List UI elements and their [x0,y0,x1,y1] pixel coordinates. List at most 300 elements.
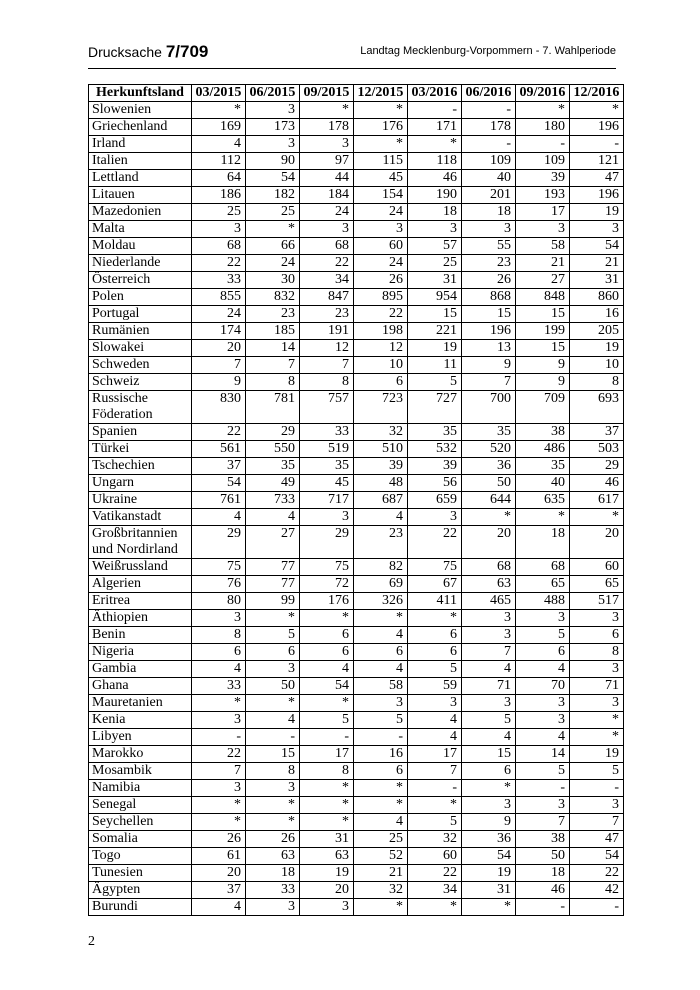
value-cell: 26 [354,272,408,289]
value-cell: 3 [516,695,570,712]
value-cell: 895 [354,289,408,306]
value-cell: 9 [516,374,570,391]
value-cell: 49 [246,475,300,492]
country-cell: Benin [89,627,192,644]
value-cell: 617 [570,492,624,509]
value-cell: 50 [246,678,300,695]
value-cell: 4 [192,136,246,153]
value-cell: 3 [462,695,516,712]
table-row [89,848,624,865]
table-row [89,492,624,509]
parliament-label: Landtag Mecklenburg-Vorpommern - 7. Wahlperiode [360,45,616,57]
value-cell: 69 [354,576,408,593]
value-cell: 847 [300,289,354,306]
value-cell: 52 [354,848,408,865]
table-row [89,661,624,678]
value-cell: 196 [462,323,516,340]
document-number: 7/709 [165,42,209,61]
table-row [89,441,624,458]
value-cell: 33 [192,272,246,289]
value-cell: 4 [192,509,246,526]
country-cell: Weißrussland [89,559,192,576]
value-cell: 4 [354,509,408,526]
value-cell: * [246,814,300,831]
value-cell: * [516,102,570,119]
column-header-period: 03/2016 [408,85,462,102]
value-cell: 6 [408,644,462,661]
value-cell: 8 [246,374,300,391]
value-cell: - [192,729,246,746]
value-cell: 3 [462,610,516,627]
value-cell: 180 [516,119,570,136]
value-cell: 24 [354,204,408,221]
value-cell: 4 [516,729,570,746]
value-cell: 3 [408,509,462,526]
value-cell: - [516,136,570,153]
value-cell: * [570,729,624,746]
value-cell: 22 [570,865,624,882]
value-cell: 38 [516,831,570,848]
country-cell: Marokko [89,746,192,763]
value-cell: 193 [516,187,570,204]
value-cell: 112 [192,153,246,170]
value-cell: 3 [300,899,354,916]
value-cell: 198 [354,323,408,340]
value-cell: 6 [246,644,300,661]
value-cell: 19 [570,204,624,221]
value-cell: 486 [516,441,570,458]
value-cell: * [570,509,624,526]
value-cell: 18 [516,526,570,559]
value-cell: - [570,899,624,916]
table-row [89,526,624,559]
value-cell: 954 [408,289,462,306]
value-cell: 184 [300,187,354,204]
value-cell: 7 [570,814,624,831]
country-cell: Ägypten [89,882,192,899]
value-cell: 3 [516,797,570,814]
country-cell: Tschechien [89,458,192,475]
value-cell: 20 [570,526,624,559]
country-cell: Äthiopien [89,610,192,627]
value-cell: 7 [300,357,354,374]
value-cell: * [462,780,516,797]
country-cell: Somalia [89,831,192,848]
table-row [89,576,624,593]
value-cell: 723 [354,391,408,424]
value-cell: 3 [300,136,354,153]
value-cell: 58 [516,238,570,255]
value-cell: 3 [570,221,624,238]
table-row [89,153,624,170]
value-cell: 4 [516,661,570,678]
value-cell: 830 [192,391,246,424]
value-cell: 26 [192,831,246,848]
country-cell: Spanien [89,424,192,441]
value-cell: 693 [570,391,624,424]
value-cell: 68 [192,238,246,255]
value-cell: 22 [354,306,408,323]
value-cell: 64 [192,170,246,187]
table-row [89,593,624,610]
value-cell: 6 [192,644,246,661]
value-cell: 19 [570,746,624,763]
value-cell: 19 [570,340,624,357]
value-cell: 12 [300,340,354,357]
value-cell: 10 [570,357,624,374]
value-cell: 42 [570,882,624,899]
value-cell: 3 [246,661,300,678]
value-cell: 70 [516,678,570,695]
value-cell: 23 [354,526,408,559]
country-cell: Libyen [89,729,192,746]
value-cell: 72 [300,576,354,593]
value-cell: 54 [192,475,246,492]
value-cell: 11 [408,357,462,374]
value-cell: 54 [570,848,624,865]
value-cell: 5 [570,763,624,780]
table-row [89,797,624,814]
value-cell: 510 [354,441,408,458]
value-cell: 15 [462,306,516,323]
value-cell: 22 [192,424,246,441]
table-row [89,746,624,763]
value-cell: 80 [192,593,246,610]
value-cell: 47 [570,831,624,848]
value-cell: * [192,695,246,712]
value-cell: 76 [192,576,246,593]
value-cell: 7 [516,814,570,831]
table-row [89,458,624,475]
value-cell: 7 [246,357,300,374]
table-row [89,424,624,441]
value-cell: 40 [516,475,570,492]
value-cell: 54 [462,848,516,865]
value-cell: 46 [408,170,462,187]
value-cell: 14 [516,746,570,763]
value-cell: 15 [516,340,570,357]
value-cell: 4 [408,712,462,729]
value-cell: 36 [462,831,516,848]
value-cell: 13 [462,340,516,357]
value-cell: 18 [246,865,300,882]
table-row [89,187,624,204]
value-cell: 29 [570,458,624,475]
value-cell: 16 [354,746,408,763]
country-cell: Mosambik [89,763,192,780]
value-cell: 4 [192,661,246,678]
value-cell: * [354,780,408,797]
country-cell: Togo [89,848,192,865]
table-header-row [89,85,624,102]
value-cell: 3 [516,610,570,627]
value-cell: * [354,610,408,627]
value-cell: * [300,610,354,627]
value-cell: 35 [462,424,516,441]
value-cell: 21 [516,255,570,272]
value-cell: 3 [570,610,624,627]
value-cell: 54 [570,238,624,255]
value-cell: 29 [300,526,354,559]
value-cell: 3 [462,627,516,644]
table-row [89,289,624,306]
country-cell: Kenia [89,712,192,729]
table-row [89,780,624,797]
value-cell: 5 [516,627,570,644]
value-cell: 757 [300,391,354,424]
value-cell: 30 [246,272,300,289]
value-cell: 855 [192,289,246,306]
value-cell: 22 [408,526,462,559]
table-row [89,119,624,136]
value-cell: 503 [570,441,624,458]
country-cell: Ghana [89,678,192,695]
value-cell: 717 [300,492,354,509]
value-cell: 47 [570,170,624,187]
value-cell: 644 [462,492,516,509]
value-cell: * [570,102,624,119]
value-cell: 8 [300,374,354,391]
country-cell: Senegal [89,797,192,814]
country-cell: Großbritannien und Nordirland [89,526,192,559]
table-row [89,391,624,424]
value-cell: 35 [300,458,354,475]
value-cell: 19 [462,865,516,882]
value-cell: 4 [462,729,516,746]
value-cell: 33 [246,882,300,899]
value-cell: * [354,102,408,119]
value-cell: 40 [462,170,516,187]
value-cell: * [570,712,624,729]
value-cell: 27 [516,272,570,289]
value-cell: 561 [192,441,246,458]
value-cell: 709 [516,391,570,424]
value-cell: - [408,102,462,119]
value-cell: 39 [354,458,408,475]
value-cell: 3 [516,712,570,729]
value-cell: 6 [354,644,408,661]
table-row [89,627,624,644]
table-row [89,255,624,272]
value-cell: 15 [516,306,570,323]
column-header-period: 06/2015 [246,85,300,102]
value-cell: 26 [462,272,516,289]
value-cell: 781 [246,391,300,424]
country-cell: Slowenien [89,102,192,119]
value-cell: 659 [408,492,462,509]
value-cell: 8 [246,763,300,780]
table-row [89,729,624,746]
value-cell: 4 [300,661,354,678]
value-cell: 868 [462,289,516,306]
value-cell: 6 [570,627,624,644]
value-cell: 14 [246,340,300,357]
value-cell: 178 [462,119,516,136]
value-cell: 48 [354,475,408,492]
value-cell: 4 [408,729,462,746]
value-cell: 7 [462,374,516,391]
country-cell: Schweden [89,357,192,374]
value-cell: 8 [570,644,624,661]
value-cell: 39 [408,458,462,475]
column-header-period: 12/2015 [354,85,408,102]
country-cell: Österreich [89,272,192,289]
value-cell: 24 [246,255,300,272]
value-cell: 25 [246,204,300,221]
value-cell: 31 [462,882,516,899]
value-cell: 17 [408,746,462,763]
country-cell: Mazedonien [89,204,192,221]
value-cell: 3 [246,899,300,916]
value-cell: 178 [300,119,354,136]
table-row [89,204,624,221]
value-cell: 733 [246,492,300,509]
country-cell: Eritrea [89,593,192,610]
value-cell: 71 [462,678,516,695]
value-cell: 3 [408,221,462,238]
value-cell: - [516,899,570,916]
header-divider [88,68,616,69]
value-cell: * [408,136,462,153]
value-cell: 7 [462,644,516,661]
value-cell: 10 [354,357,408,374]
country-cell: Burundi [89,899,192,916]
value-cell: 6 [300,644,354,661]
value-cell: 65 [516,576,570,593]
value-cell: 37 [570,424,624,441]
value-cell: * [192,797,246,814]
value-cell: * [408,797,462,814]
value-cell: 173 [246,119,300,136]
country-cell: Malta [89,221,192,238]
column-header-period: 03/2015 [192,85,246,102]
value-cell: 38 [516,424,570,441]
value-cell: 31 [300,831,354,848]
column-header-period: 06/2016 [462,85,516,102]
value-cell: 44 [300,170,354,187]
value-cell: 25 [354,831,408,848]
value-cell: 20 [300,882,354,899]
value-cell: 199 [516,323,570,340]
value-cell: 55 [462,238,516,255]
value-cell: 411 [408,593,462,610]
value-cell: 3 [570,695,624,712]
table-row [89,170,624,187]
value-cell: 9 [462,814,516,831]
value-cell: 35 [408,424,462,441]
value-cell: 18 [408,204,462,221]
value-cell: 22 [192,255,246,272]
value-cell: 196 [570,119,624,136]
value-cell: 32 [354,882,408,899]
value-cell: 109 [462,153,516,170]
value-cell: 21 [570,255,624,272]
value-cell: 22 [408,865,462,882]
value-cell: 32 [408,831,462,848]
value-cell: 68 [516,559,570,576]
value-cell: 118 [408,153,462,170]
country-cell: Algerien [89,576,192,593]
value-cell: 45 [354,170,408,187]
table-row [89,238,624,255]
value-cell: * [300,102,354,119]
country-cell: Nigeria [89,644,192,661]
value-cell: * [246,797,300,814]
value-cell: 3 [192,221,246,238]
value-cell: 25 [408,255,462,272]
value-cell: 32 [354,424,408,441]
value-cell: 39 [516,170,570,187]
value-cell: 17 [300,746,354,763]
value-cell: 190 [408,187,462,204]
value-cell: - [246,729,300,746]
value-cell: 176 [354,119,408,136]
value-cell: 4 [354,627,408,644]
value-cell: 3 [462,797,516,814]
value-cell: 201 [462,187,516,204]
country-cell: Ungarn [89,475,192,492]
value-cell: 6 [354,763,408,780]
value-cell: 7 [408,763,462,780]
value-cell: 33 [192,678,246,695]
table-row [89,102,624,119]
value-cell: 19 [300,865,354,882]
value-cell: 63 [462,576,516,593]
value-cell: 54 [246,170,300,187]
document-label-text: Drucksache [88,44,162,60]
value-cell: 35 [246,458,300,475]
column-header-period: 09/2015 [300,85,354,102]
value-cell: * [300,797,354,814]
value-cell: 46 [516,882,570,899]
value-cell: 67 [408,576,462,593]
value-cell: 68 [462,559,516,576]
value-cell: 3 [246,136,300,153]
value-cell: 97 [300,153,354,170]
value-cell: 8 [570,374,624,391]
value-cell: 3 [246,102,300,119]
value-cell: 9 [192,374,246,391]
value-cell: 465 [462,593,516,610]
value-cell: 9 [516,357,570,374]
country-cell: Polen [89,289,192,306]
country-cell: Litauen [89,187,192,204]
value-cell: 29 [192,526,246,559]
country-cell: Russische Föderation [89,391,192,424]
value-cell: 3 [570,661,624,678]
value-cell: * [354,136,408,153]
value-cell: 17 [516,204,570,221]
value-cell: 36 [462,458,516,475]
country-cell: Griechenland [89,119,192,136]
value-cell: 60 [408,848,462,865]
value-cell: 4 [462,661,516,678]
table-row [89,475,624,492]
value-cell: 15 [462,746,516,763]
value-cell: 196 [570,187,624,204]
value-cell: - [462,136,516,153]
value-cell: - [462,102,516,119]
value-cell: 6 [300,627,354,644]
value-cell: 174 [192,323,246,340]
country-cell: Lettland [89,170,192,187]
value-cell: 25 [192,204,246,221]
value-cell: 27 [246,526,300,559]
table-row [89,644,624,661]
value-cell: * [246,610,300,627]
table-row [89,559,624,576]
value-cell: - [570,780,624,797]
